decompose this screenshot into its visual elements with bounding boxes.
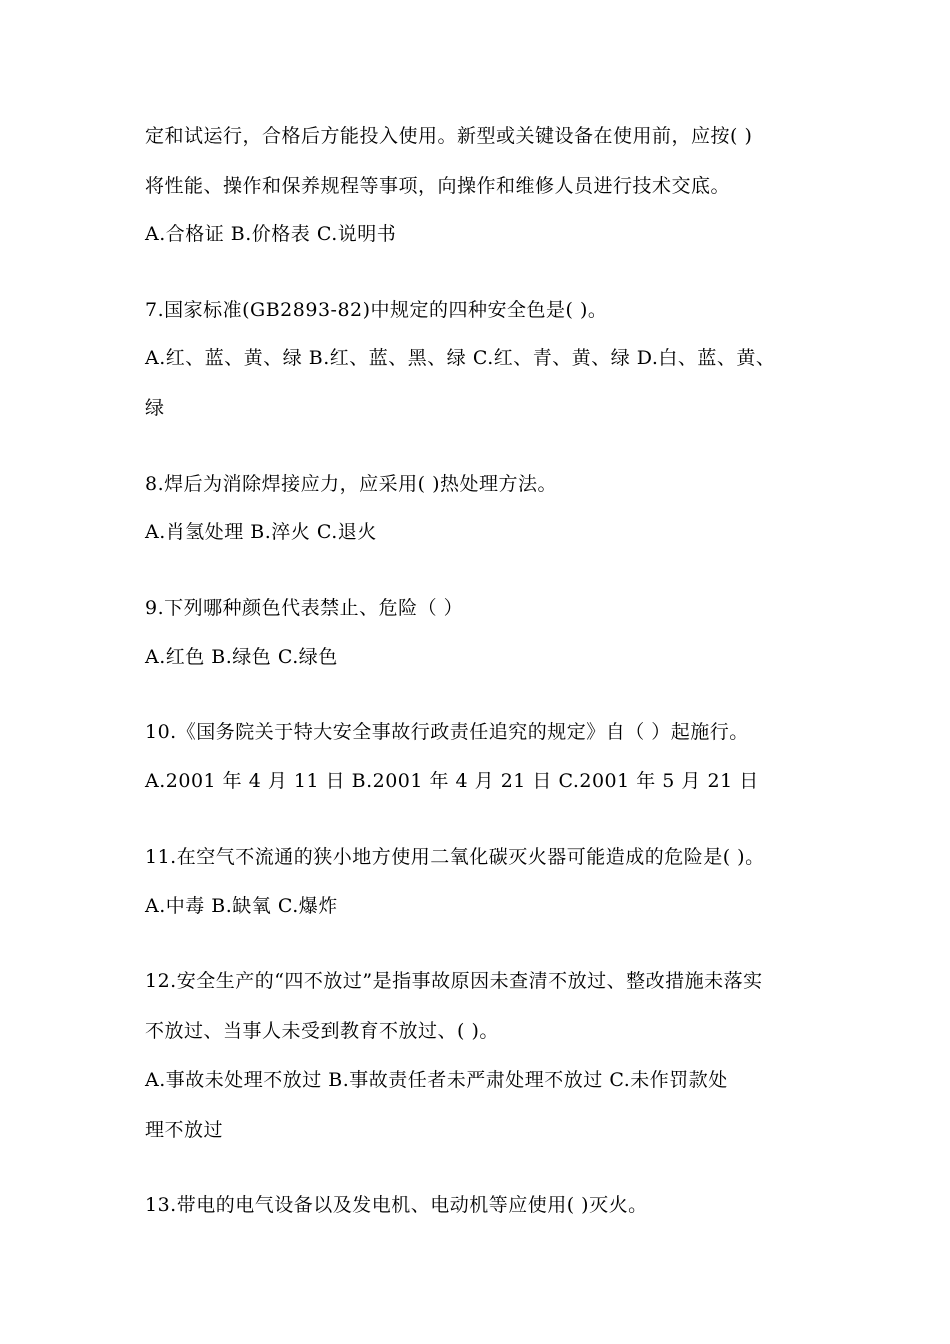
q12-stem-line-1: 12.安全生产的“四不放过”是指事故原因未查清不放过、整改措施未落实 <box>145 970 763 992</box>
q12-options-line-1: A.事故未处理不放过 B.事故责任者未严肃处理不放过 C.未作罚款处 <box>145 1069 728 1091</box>
q10-stem: 10.《国务院关于特大安全事故行政责任追究的规定》自（ ）起施行。 <box>145 721 749 743</box>
q12-stem-line-2: 不放过、当事人未受到教育不放过、( )。 <box>145 1020 499 1042</box>
q6-stem-line-2: 将性能、操作和保养规程等事项，向操作和维修人员进行技术交底。 <box>145 175 731 197</box>
q7-stem: 7.国家标准(GB2893-82)中规定的四种安全色是( )。 <box>145 299 608 321</box>
q10-options: A.2001 年 4 月 11 日 B.2001 年 4 月 21 日 C.2001 年 5 月 21 日 <box>145 770 759 792</box>
q6-stem-line-1: 定和试运行，合格后方能投入使用。新型或关键设备在使用前，应按( ) <box>145 125 753 147</box>
q13-stem: 13.带电的电气设备以及发电机、电动机等应使用( )灭火。 <box>145 1194 648 1216</box>
q6-options: A.合格证 B.价格表 C.说明书 <box>145 223 397 245</box>
q7-options-line-1: A.红、蓝、黄、绿 B.红、蓝、黑、绿 C.红、青、黄、绿 D.白、蓝、黄、 <box>145 347 776 369</box>
q7-options-line-2: 绿 <box>145 397 165 419</box>
q8-stem: 8.焊后为消除焊接应力，应采用( )热处理方法。 <box>145 473 557 495</box>
q9-stem: 9.下列哪种颜色代表禁止、危险（ ） <box>145 597 464 619</box>
q9-options: A.红色 B.绿色 C.绿色 <box>145 646 338 668</box>
q11-stem: 11.在空气不流通的狭小地方使用二氧化碳灭火器可能造成的危险是( )。 <box>145 846 765 868</box>
q12-options-line-2: 理不放过 <box>145 1119 224 1141</box>
q8-options: A.肖氢处理 B.淬火 C.退火 <box>145 521 377 543</box>
q11-options: A.中毒 B.缺氧 C.爆炸 <box>145 895 338 917</box>
